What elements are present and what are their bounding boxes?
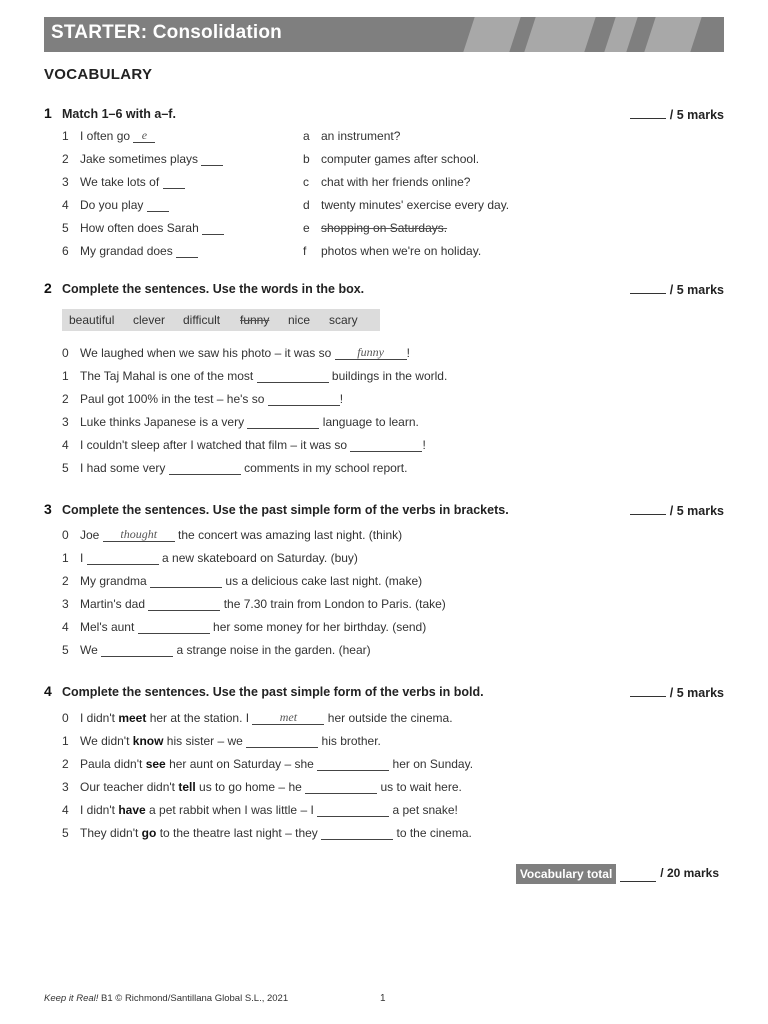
- item-text: [80, 175, 185, 189]
- option-text: chat with her friends online?: [321, 175, 471, 189]
- item-text: [80, 461, 407, 475]
- sentence-text: I couldn't sleep after I watched that film – it was so: [80, 438, 348, 452]
- sentence-text: the 7.30 train from London to Paris. (take): [223, 597, 446, 611]
- item-number: 3: [62, 175, 69, 189]
- question-3-instruction: Complete the sentences. Use the past simple form of the verbs in brackets.: [62, 503, 509, 517]
- sentence-text: a new skateboard on Saturday. (buy): [162, 551, 358, 565]
- sentence-text: her at the station. I: [149, 711, 250, 725]
- sentence-text: They didn't: [80, 826, 139, 840]
- item-text: [80, 803, 458, 817]
- question-4-marks: / 5 marks: [630, 685, 724, 700]
- answer-blank[interactable]: thought: [103, 528, 175, 542]
- sentence-text: How often does Sarah: [80, 221, 199, 235]
- word-box-item: scary: [329, 313, 358, 327]
- answer-blank[interactable]: [247, 415, 319, 429]
- word-box-item: clever: [133, 313, 166, 327]
- sentence-text: buildings in the world.: [331, 369, 448, 383]
- sentence-text: We laughed when we saw his photo – it was so: [80, 346, 332, 360]
- item-number: 0: [62, 528, 69, 542]
- item-number: 1: [62, 369, 69, 383]
- word-box-item: difficult: [183, 313, 221, 327]
- answer-blank[interactable]: [305, 780, 377, 794]
- footer-copyright: Keep it Real! B1 © Richmond/Santillana Global S.L., 2021: [44, 993, 289, 1004]
- option-letter: a: [303, 129, 310, 143]
- sentence-text: a pet rabbit when I was little – I: [149, 803, 314, 817]
- sentence-text: to the cinema.: [396, 826, 472, 840]
- item-text: [80, 221, 224, 235]
- marks-blank[interactable]: [630, 107, 666, 119]
- item-number: 4: [62, 198, 69, 212]
- question-number-2: 2: [44, 280, 52, 296]
- sentence-text: Jake sometimes plays: [80, 152, 199, 166]
- sentence-text: My grandma: [80, 574, 147, 588]
- item-text: [80, 244, 198, 258]
- question-4-instruction: Complete the sentences. Use the past simple form of the verbs in bold.: [62, 685, 484, 699]
- banner-stripe: [644, 17, 701, 52]
- item-text: [80, 369, 447, 383]
- bold-verb: know: [132, 734, 164, 748]
- item-text: [80, 620, 426, 634]
- sentence-text: language to learn.: [322, 415, 419, 429]
- sentence-text: to the theatre last night – they: [159, 826, 318, 840]
- question-number-4: 4: [44, 683, 52, 699]
- answer-blank[interactable]: [150, 574, 222, 588]
- question-1-marks: / 5 marks: [630, 107, 724, 122]
- sentence-text: My grandad does: [80, 244, 173, 258]
- answer-blank[interactable]: [148, 597, 220, 611]
- answer-blank[interactable]: [317, 803, 389, 817]
- answer-blank[interactable]: [246, 734, 318, 748]
- option-letter: e: [303, 221, 310, 235]
- bold-verb: see: [145, 757, 166, 771]
- vocabulary-total: [516, 864, 719, 884]
- sentence-text: his brother.: [321, 734, 381, 748]
- answer-blank[interactable]: [163, 175, 185, 189]
- item-text: [80, 198, 169, 212]
- banner-stripe: [463, 17, 520, 52]
- sentence-text: Mel's aunt: [80, 620, 135, 634]
- item-number: 3: [62, 415, 69, 429]
- answer-blank[interactable]: [147, 198, 169, 212]
- marks-blank[interactable]: [630, 685, 666, 697]
- sentence-text: !: [406, 346, 410, 360]
- total-blank[interactable]: [620, 867, 656, 882]
- marks-blank[interactable]: [630, 282, 666, 294]
- item-number: 1: [62, 551, 69, 565]
- sentence-text: We: [80, 643, 98, 657]
- answer-blank[interactable]: [350, 438, 422, 452]
- sentence-text: We didn't: [80, 734, 130, 748]
- item-number: 4: [62, 620, 69, 634]
- sentence-text: her some money for her birthday. (send): [213, 620, 427, 634]
- vocabulary-total-label: Vocabulary total: [516, 864, 616, 884]
- sentence-text: We take lots of: [80, 175, 160, 189]
- question-number-1: 1: [44, 105, 52, 121]
- item-number: 3: [62, 780, 69, 794]
- item-number: 2: [62, 392, 69, 406]
- sentence-text: Luke thinks Japanese is a very: [80, 415, 245, 429]
- sentence-text: us to go home – he: [199, 780, 302, 794]
- word-box-item: beautiful: [69, 313, 115, 327]
- item-text: [80, 528, 402, 542]
- question-2-instruction: Complete the sentences. Use the words in the box.: [62, 282, 365, 296]
- item-number: 5: [62, 643, 69, 657]
- sentence-text: Joe: [80, 528, 100, 542]
- item-number: 2: [62, 152, 69, 166]
- banner-stripe: [604, 17, 637, 52]
- answer-blank[interactable]: [321, 826, 393, 840]
- option-letter: c: [303, 175, 309, 189]
- sentence-text: the concert was amazing last night. (think): [178, 528, 403, 542]
- bold-verb: go: [141, 826, 157, 840]
- answer-blank[interactable]: [101, 643, 173, 657]
- item-text: [80, 392, 343, 406]
- item-text: [80, 574, 422, 588]
- item-number: 5: [62, 221, 69, 235]
- item-text: [80, 551, 358, 565]
- item-text: [80, 643, 371, 657]
- item-text: [80, 438, 426, 452]
- item-number: 5: [62, 826, 69, 840]
- option-letter: d: [303, 198, 310, 212]
- answer-blank[interactable]: [138, 620, 210, 634]
- item-number: 1: [62, 734, 69, 748]
- marks-blank[interactable]: [630, 503, 666, 515]
- sentence-text: I had some very: [80, 461, 166, 475]
- page-banner: [44, 17, 724, 52]
- sentence-text: !: [339, 392, 344, 406]
- word-box: [62, 309, 380, 331]
- answer-blank[interactable]: [201, 152, 223, 166]
- sentence-text: The Taj Mahal is one of the most: [80, 369, 254, 383]
- sentence-text: Paula didn't: [80, 757, 143, 771]
- answer-blank[interactable]: met: [252, 711, 324, 725]
- answer-blank[interactable]: [257, 369, 329, 383]
- item-number: 4: [62, 803, 69, 817]
- answer-blank[interactable]: funny: [335, 346, 407, 360]
- item-number: 3: [62, 597, 69, 611]
- option-text: photos when we're on holiday.: [321, 244, 482, 258]
- item-text: [80, 734, 381, 748]
- page-number: 1: [380, 993, 386, 1004]
- item-number: 1: [62, 129, 69, 143]
- option-letter: b: [303, 152, 310, 166]
- item-number: 2: [62, 757, 69, 771]
- section-heading: VOCABULARY: [44, 66, 153, 83]
- answer-blank[interactable]: [176, 244, 198, 258]
- sentence-text: I: [80, 551, 84, 565]
- word-box-item-crossed: funny: [240, 313, 270, 327]
- item-number: 0: [62, 711, 69, 725]
- question-1-instruction: Match 1–6 with a–f.: [62, 107, 176, 121]
- vocabulary-total-marks: / 20 marks: [660, 866, 719, 881]
- sentence-text: !: [422, 438, 426, 452]
- option-text: computer games after school.: [321, 152, 480, 166]
- item-text: [80, 597, 446, 611]
- item-text: [80, 780, 462, 794]
- bold-verb: have: [118, 803, 146, 817]
- sentence-text: I didn't: [80, 711, 115, 725]
- sentence-text: I often go: [80, 129, 131, 143]
- item-number: 0: [62, 346, 69, 360]
- item-text: [80, 346, 410, 360]
- answer-blank[interactable]: [268, 392, 340, 406]
- sentence-text: a pet snake!: [392, 803, 458, 817]
- item-text: [80, 129, 155, 143]
- sentence-text: comments in my school report.: [244, 461, 408, 475]
- item-number: 4: [62, 438, 69, 452]
- option-letter: f: [303, 244, 307, 258]
- sentence-text: us to wait here.: [380, 780, 462, 794]
- word-box-item: nice: [288, 313, 311, 327]
- option-text: an instrument?: [321, 129, 401, 143]
- sentence-text: Do you play: [80, 198, 144, 212]
- option-text: shopping on Saturdays.: [321, 221, 448, 235]
- item-text: [80, 826, 472, 840]
- answer-blank[interactable]: [87, 551, 159, 565]
- option-text: twenty minutes' exercise every day.: [321, 198, 510, 212]
- question-number-3: 3: [44, 501, 52, 517]
- item-text: [80, 415, 419, 429]
- sentence-text: her outside the cinema.: [327, 711, 453, 725]
- page-title: STARTER: Consolidation: [51, 22, 282, 43]
- item-text: [80, 757, 473, 771]
- sentence-text: us a delicious cake last night. (make): [225, 574, 423, 588]
- sentence-text: his sister – we: [166, 734, 243, 748]
- bold-verb: tell: [178, 780, 196, 794]
- sentence-text: Our teacher didn't: [80, 780, 176, 794]
- item-number: 5: [62, 461, 69, 475]
- item-number: 2: [62, 574, 69, 588]
- item-text: [80, 711, 453, 725]
- question-3-marks: / 5 marks: [630, 503, 724, 518]
- sentence-text: I didn't: [80, 803, 115, 817]
- sentence-text: a strange noise in the garden. (hear): [176, 643, 371, 657]
- sentence-text: her on Sunday.: [392, 757, 474, 771]
- question-2-marks: / 5 marks: [630, 282, 724, 297]
- answer-blank[interactable]: [169, 461, 241, 475]
- answer-blank[interactable]: e: [133, 129, 155, 143]
- bold-verb: meet: [118, 711, 147, 725]
- answer-blank[interactable]: [202, 221, 224, 235]
- sentence-text: Martin's dad: [80, 597, 145, 611]
- item-number: 6: [62, 244, 69, 258]
- item-text: [80, 152, 223, 166]
- answer-blank[interactable]: [317, 757, 389, 771]
- banner-stripe: [524, 17, 595, 52]
- sentence-text: Paul got 100% in the test – he's so: [80, 392, 265, 406]
- sentence-text: her aunt on Saturday – she: [169, 757, 314, 771]
